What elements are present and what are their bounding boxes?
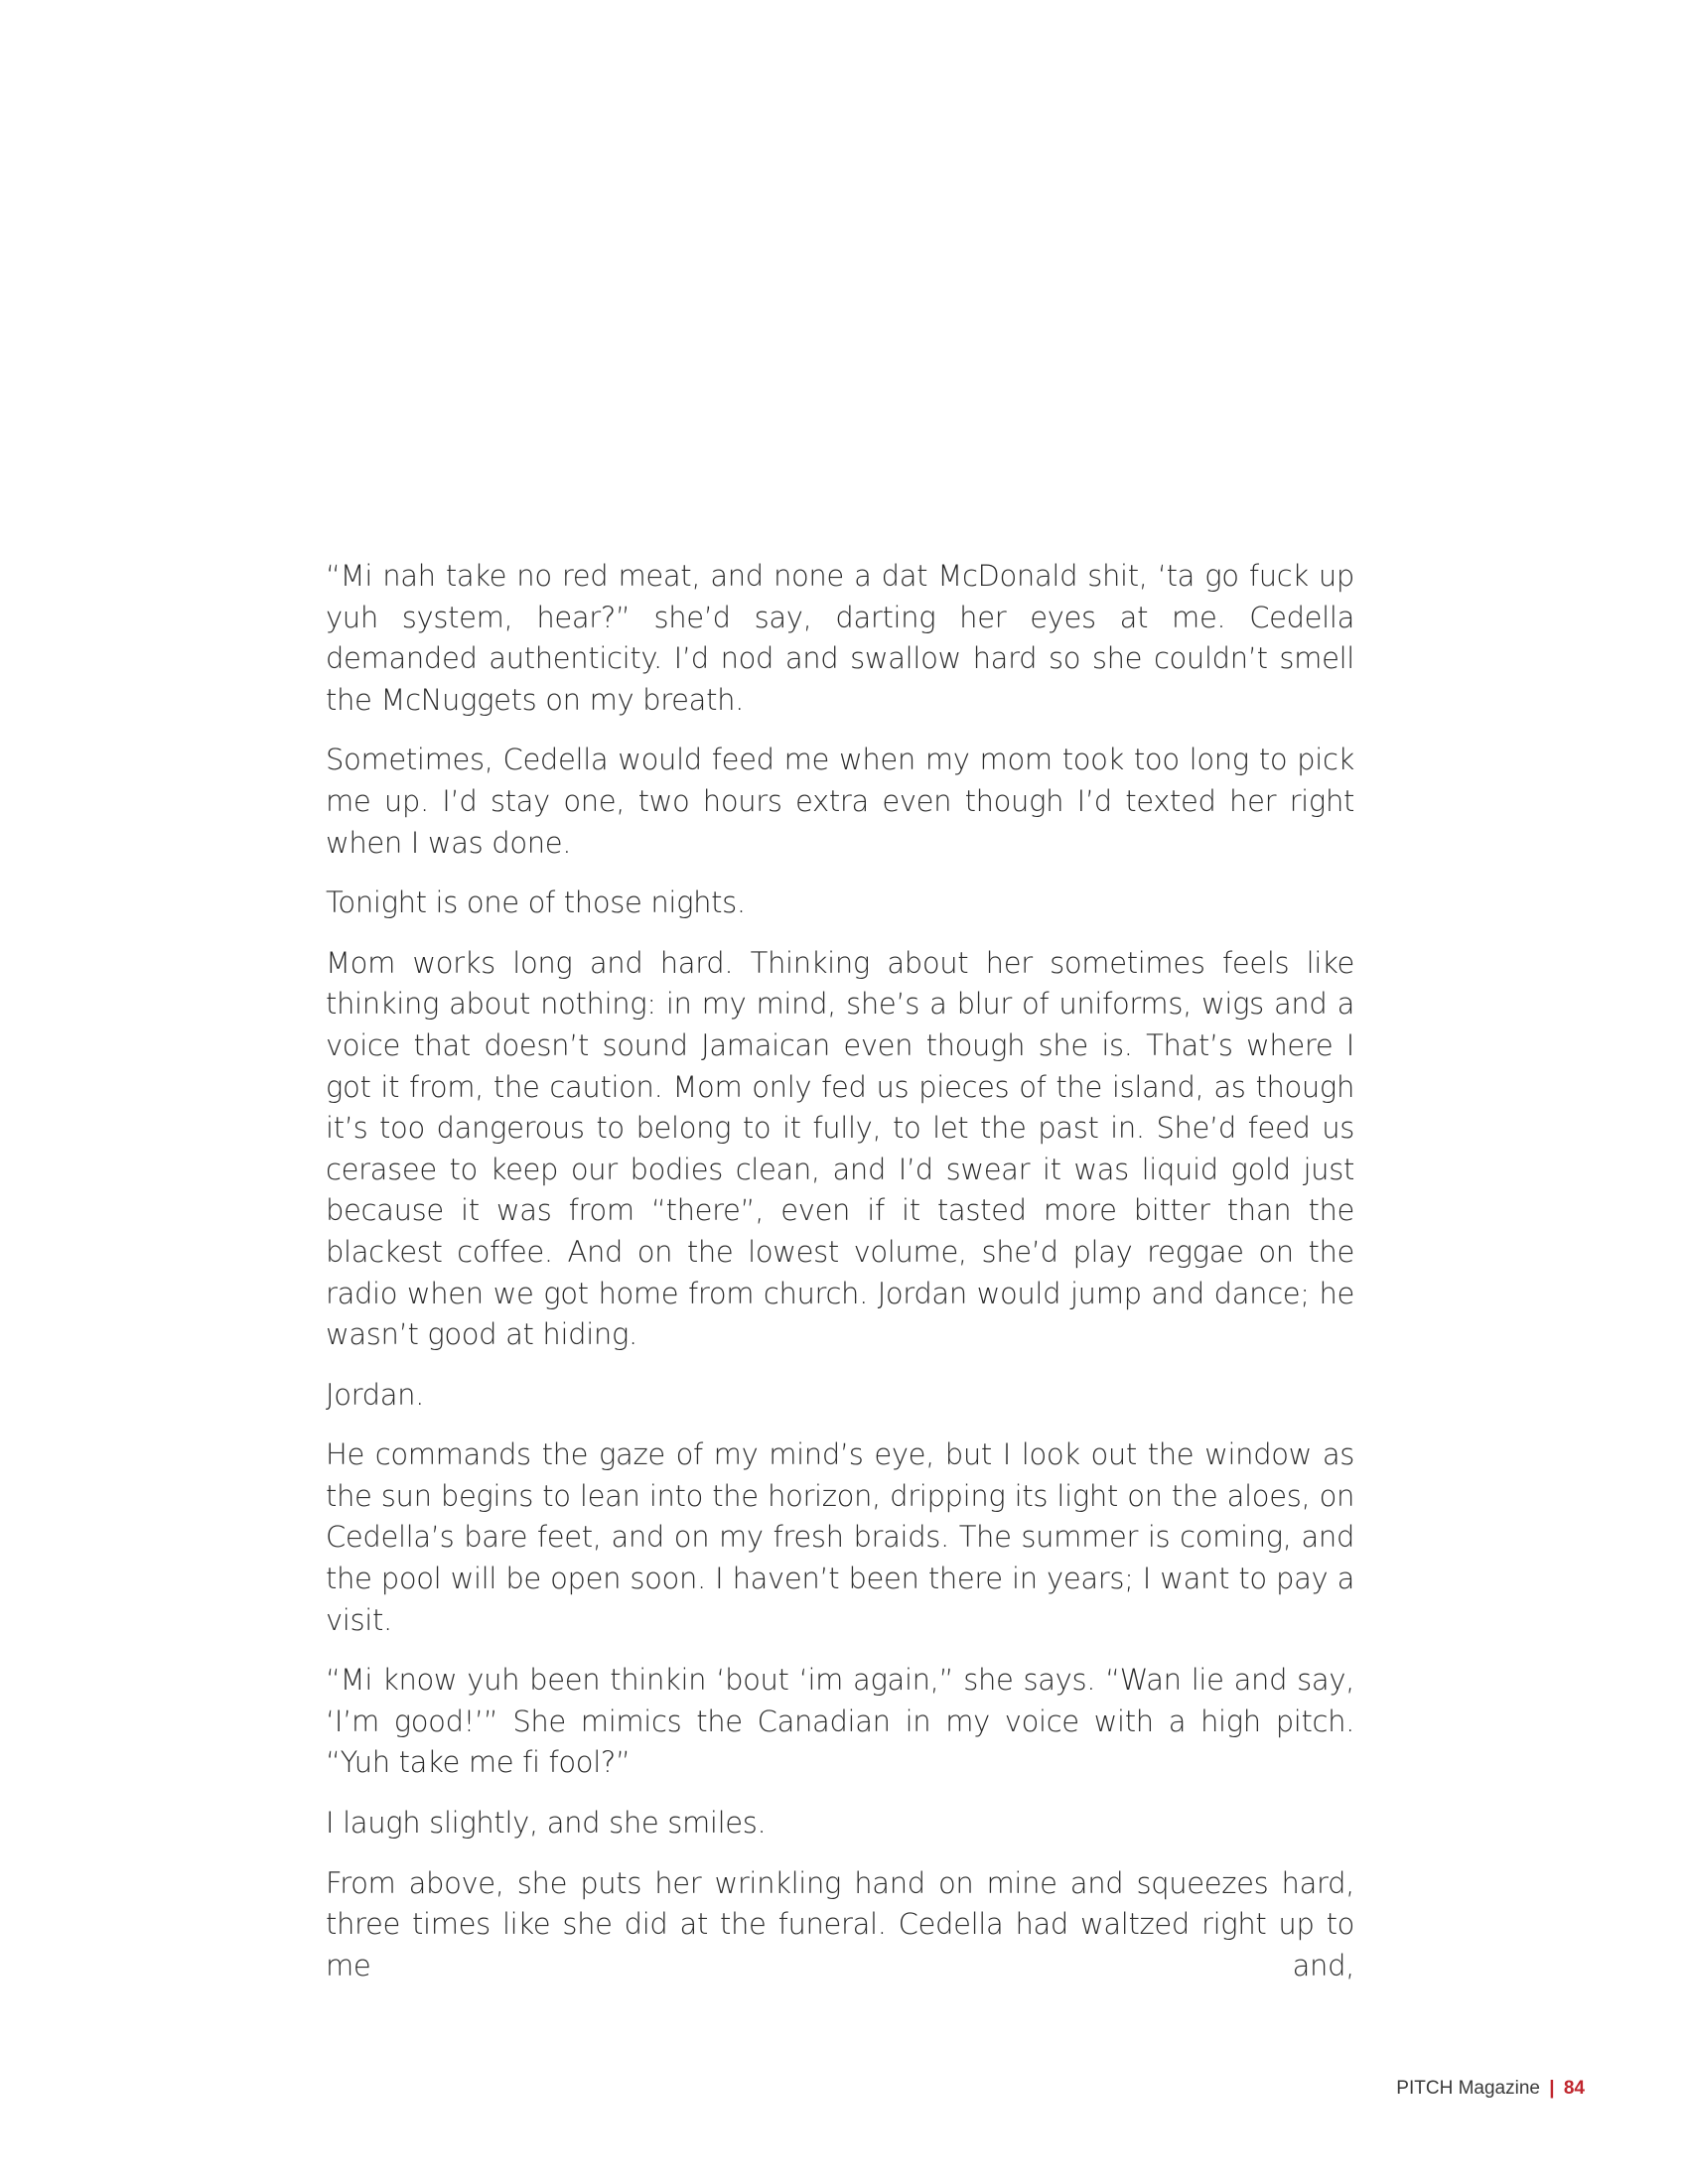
footer-separator: |: [1549, 2078, 1555, 2099]
paragraph-7: “Mi know yuh been thinkin ‘bout ‘im again,” she says. “Wan lie and say, ‘I’m good!’” She mimics the Canadian in my voice with a high pitch. “Yuh take me fi fool?”: [326, 1663, 1354, 1780]
paragraph-3: Tonight is one of those nights.: [326, 886, 746, 920]
paragraph-5: Jordan.: [326, 1377, 425, 1412]
paragraph-1: “Mi nah take no red meat, and none a dat McDonald shit, ‘ta go fuck up yuh system, hear?” she’d say, darting her eyes at me. Cedella demanded authenticity. I’d nod and swallow hard so she couldn’t smell the McNuggets on my breath.: [326, 559, 1354, 717]
publication-name: PITCH Magazine: [1396, 2078, 1540, 2099]
paragraph-4: Mom works long and hard. Thinking about her sometimes feels like thinking about nothing: in my mind, she’s a blur of uniforms, wigs and a voice that doesn’t sound Jamaican even though she is. That’s where I got it from, the caution. Mom only fed us pieces of the island, as though it’s too dangerous to belong to it fully, to let the past in. She’d feed us cerasee to keep our bodies clean, and I’d swear it was liquid gold just because it was from “there”, even if it tasted more bitter than the blackest coffee. And on the lowest volume, she’d play reggae on the radio when we got home from church. Jordan would jump and dance; he wasn’t good at hiding.: [326, 945, 1354, 1352]
paragraph-8: I laugh slightly, and she smiles.: [326, 1806, 767, 1841]
paragraph-6: He commands the gaze of my mind’s eye, but I look out the window as the sun begins to lean into the horizon, dripping its light on the aloes, on Cedella’s bare feet, and on my fresh braids. The summer is coming, and the pool will be open soon. I haven’t been there in years; I want to pay a visit.: [326, 1437, 1354, 1637]
paragraph-2: Sometimes, Cedella would feed me when my mom took too long to pick me up. I’d stay one, two hours extra even though I’d texted her right when I was done.: [326, 743, 1354, 860]
page-footer: [1396, 2077, 1585, 2101]
page-number: 84: [1563, 2078, 1585, 2099]
article-body: [326, 556, 1354, 2005]
paragraph-9: From above, she puts her wrinkling hand on mine and squeezes hard, three times like she did at the funeral. Cedella had waltzed right up to me and,: [326, 1865, 1354, 1982]
